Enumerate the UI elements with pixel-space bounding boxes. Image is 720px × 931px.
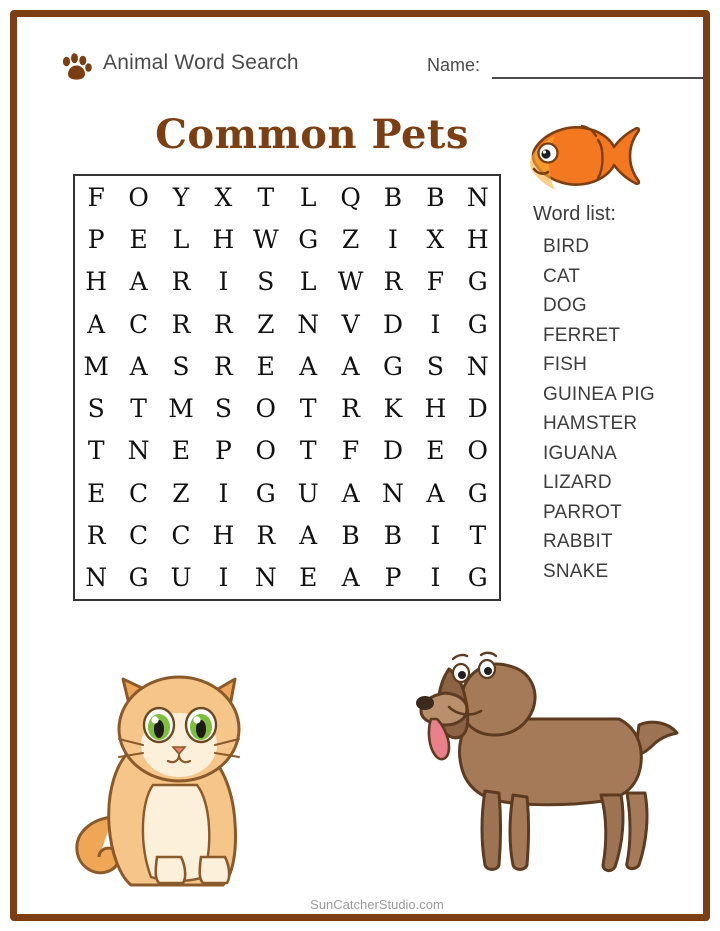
grid-cell[interactable]: B <box>426 182 445 212</box>
word-list-item[interactable]: DOG <box>543 295 587 316</box>
grid-cell[interactable]: I <box>430 521 441 551</box>
word-list-item[interactable]: FISH <box>543 354 588 375</box>
grid-cell[interactable]: X <box>214 182 233 212</box>
grid-cell[interactable]: P <box>87 224 105 254</box>
grid-cell[interactable]: T <box>299 394 317 424</box>
grid-cell[interactable]: G <box>255 478 276 508</box>
grid-cell[interactable]: E <box>426 436 445 466</box>
grid-cell[interactable]: Z <box>172 478 190 508</box>
grid-cell[interactable]: T <box>299 436 317 466</box>
grid-cell[interactable]: I <box>218 267 229 297</box>
grid-cell[interactable]: C <box>129 309 149 339</box>
grid-cell[interactable]: L <box>299 267 317 297</box>
grid-cell[interactable]: U <box>297 478 319 508</box>
grid-cell[interactable]: W <box>252 224 279 254</box>
grid-cell[interactable]: T <box>130 394 147 424</box>
grid-cell[interactable]: N <box>127 436 150 466</box>
grid-cell[interactable]: S <box>257 267 275 297</box>
grid-cell[interactable]: S <box>426 351 444 381</box>
grid-cell[interactable]: B <box>383 182 403 212</box>
grid-cell[interactable]: E <box>256 351 275 381</box>
grid-cell[interactable]: U <box>170 563 192 593</box>
grid-cell[interactable]: R <box>256 521 276 551</box>
grid-cell[interactable]: E <box>87 478 106 508</box>
dog-illustration <box>387 607 687 902</box>
grid-cell[interactable]: G <box>383 351 403 381</box>
grid-cell[interactable]: F <box>341 436 360 466</box>
grid-cell[interactable]: N <box>466 182 489 212</box>
grid-cell[interactable]: V <box>341 309 360 339</box>
grid-cell[interactable]: R <box>213 351 233 381</box>
worksheet-header <box>37 49 683 89</box>
grid-cell[interactable]: H <box>212 224 235 254</box>
word-list-item[interactable]: HAMSTER <box>543 413 638 434</box>
grid-cell[interactable]: X <box>426 224 445 254</box>
grid-cell[interactable]: S <box>87 394 105 424</box>
grid-cell[interactable]: C <box>129 521 149 551</box>
grid-cell[interactable]: L <box>299 182 317 212</box>
word-list-items <box>533 232 713 586</box>
word-list-item[interactable]: BIRD <box>543 236 590 257</box>
grid-cell[interactable]: D <box>382 436 404 466</box>
word-list <box>533 203 713 586</box>
cat-illustration <box>65 617 295 902</box>
grid-cell[interactable]: W <box>337 267 364 297</box>
grid-cell[interactable]: I <box>430 563 441 593</box>
grid-cell[interactable]: R <box>341 394 360 424</box>
word-list-item[interactable]: LIZARD <box>543 472 612 493</box>
grid-cell[interactable]: A <box>341 351 360 381</box>
grid-cell[interactable]: L <box>172 224 190 254</box>
word-list-title: Word list: <box>533 203 616 225</box>
grid-cell[interactable]: Z <box>341 224 360 254</box>
grid-cell[interactable]: O <box>255 394 277 424</box>
grid-cell[interactable]: A <box>129 351 148 381</box>
grid-cell[interactable]: D <box>382 309 404 339</box>
grid-cell[interactable]: M <box>83 351 109 381</box>
puzzle-title: Common Pets <box>155 111 469 158</box>
grid-cell[interactable]: C <box>171 521 191 551</box>
grid-cell[interactable]: I <box>388 224 398 254</box>
word-list-item[interactable]: IGUANA <box>543 442 618 464</box>
grid-cell[interactable]: G <box>467 563 488 593</box>
grid-cell[interactable]: N <box>466 351 489 381</box>
grid-cell[interactable]: E <box>299 563 318 593</box>
grid-cell[interactable]: R <box>213 309 233 339</box>
word-list-item[interactable]: CAT <box>543 265 581 287</box>
grid-cell[interactable]: A <box>87 309 106 339</box>
grid-cell[interactable]: C <box>129 478 149 508</box>
grid-cell[interactable]: K <box>383 394 403 424</box>
grid-cell[interactable]: N <box>85 563 108 593</box>
grid-cell[interactable]: B <box>341 521 360 551</box>
grid-cell[interactable]: A <box>129 267 148 297</box>
grid-cell[interactable]: H <box>466 224 489 254</box>
word-list-item[interactable]: GUINEA PIG <box>543 383 655 405</box>
grid-cell[interactable]: T <box>87 436 105 466</box>
word-list-item[interactable]: FERRET <box>543 324 621 346</box>
page-title: Animal Word Search <box>103 51 299 74</box>
grid-cell[interactable]: H <box>424 394 447 424</box>
grid-cell[interactable]: P <box>384 563 402 593</box>
grid-cell[interactable]: B <box>383 521 403 551</box>
grid-cell[interactable]: I <box>430 309 441 339</box>
grid-cell[interactable]: O <box>255 436 277 466</box>
name-label: Name: <box>427 55 481 75</box>
grid-cell[interactable]: Z <box>257 309 275 339</box>
grid-cell[interactable]: G <box>467 309 488 339</box>
grid-cell[interactable]: A <box>299 521 318 551</box>
name-input-line[interactable] <box>492 77 703 79</box>
grid-cell[interactable]: R <box>383 267 403 297</box>
grid-cell[interactable]: S <box>214 394 232 424</box>
paw-icon <box>59 53 93 83</box>
grid-cell[interactable]: A <box>341 478 360 508</box>
grid-cell[interactable]: H <box>212 521 235 551</box>
grid-cell[interactable]: O <box>128 182 149 212</box>
grid-cell[interactable]: G <box>467 478 488 508</box>
footer-credit: SunCatcherStudio.com <box>310 897 444 912</box>
grid-cell[interactable]: O <box>467 436 489 466</box>
grid-cell[interactable]: Q <box>340 182 361 212</box>
worksheet-sheet <box>17 17 703 914</box>
grid-cell[interactable]: A <box>299 351 318 381</box>
grid-cell[interactable]: F <box>87 182 105 212</box>
grid-cell[interactable]: P <box>214 436 232 466</box>
grid-cell[interactable]: I <box>218 478 229 508</box>
grid-cell[interactable]: G <box>128 563 149 593</box>
grid-cell[interactable]: E <box>129 224 148 254</box>
grid-cell[interactable]: S <box>172 351 190 381</box>
grid-cell[interactable]: G <box>298 224 319 254</box>
grid-cell[interactable]: Y <box>172 182 190 212</box>
word-list-item[interactable]: RABBIT <box>543 531 613 552</box>
grid-cell[interactable]: G <box>467 267 488 297</box>
word-list-item[interactable]: PARROT <box>543 501 622 523</box>
grid-cell[interactable]: R <box>171 267 191 297</box>
grid-cell[interactable]: N <box>382 478 404 508</box>
fish-illustration <box>512 112 672 212</box>
grid-cell[interactable]: N <box>254 563 277 593</box>
word-search-grid[interactable] <box>73 174 501 601</box>
grid-cell[interactable]: H <box>85 267 108 297</box>
word-list-item[interactable]: SNAKE <box>543 560 609 582</box>
grid-cell[interactable]: D <box>467 394 488 424</box>
grid-cell[interactable]: T <box>469 521 487 551</box>
grid-cell[interactable]: R <box>171 309 191 339</box>
grid-cell[interactable]: A <box>426 478 445 508</box>
grid-cell[interactable]: A <box>341 563 360 593</box>
grid-cell[interactable]: R <box>86 521 106 551</box>
grid-cell[interactable]: F <box>426 267 445 297</box>
grid-cell[interactable]: N <box>297 309 320 339</box>
grid-cell[interactable]: M <box>168 394 194 424</box>
grid-cell[interactable]: T <box>257 182 275 212</box>
grid-cell[interactable]: E <box>171 436 191 466</box>
grid-cell[interactable]: I <box>218 563 229 593</box>
